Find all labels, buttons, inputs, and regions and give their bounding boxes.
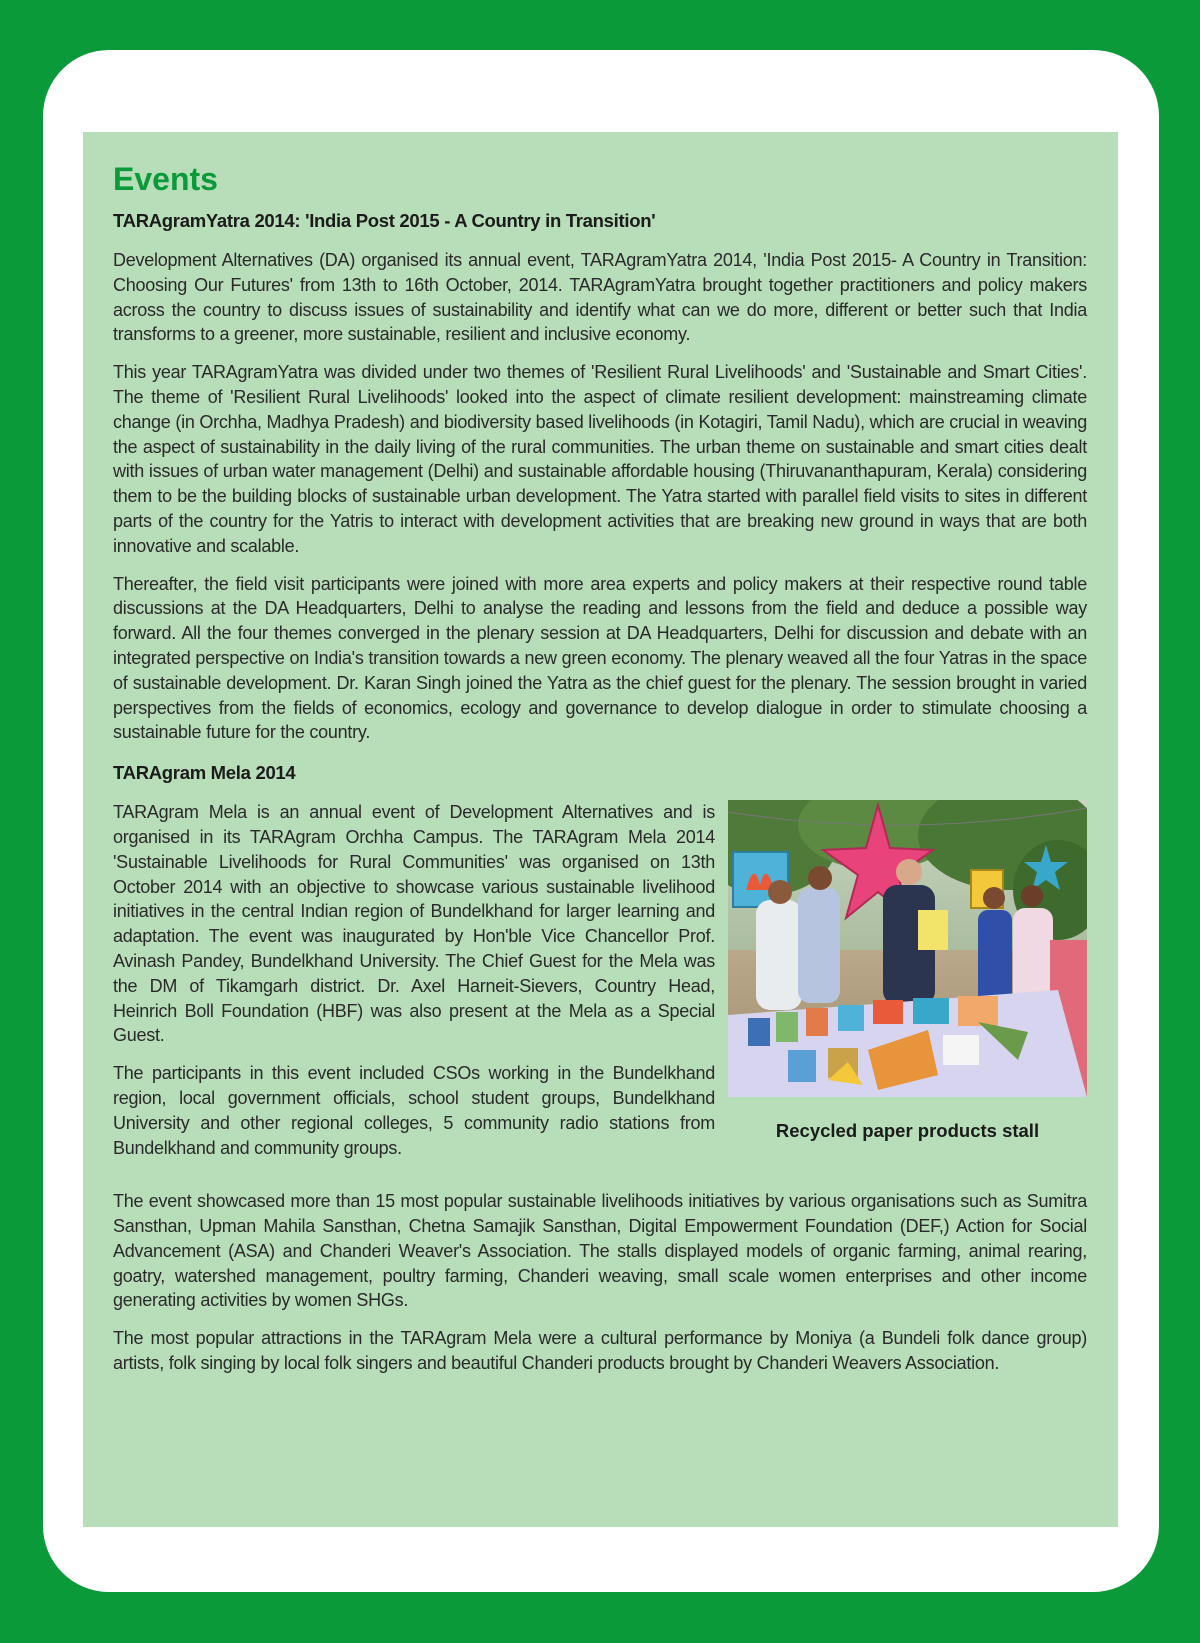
mela-paragraph-2: The participants in this event included CSOs working in the Bundelkhand region, local government officials, school student groups, Bundelkhand University and other regional colleges, 5 community radio stations from Bundelkhand and community groups. bbox=[113, 1063, 715, 1158]
article bbox=[113, 160, 1087, 1376]
page-title: Events bbox=[113, 161, 218, 197]
photo-caption: Recycled paper products stall bbox=[775, 1120, 1040, 1142]
yatra-paragraph-2: This year TARAgramYatra was divided under two themes of 'Resilient Rural Livelihoods' and 'Sustainable and Smart Cities'. The theme of 'Resilient Rural Livelihoods' looked into the aspect of climate resilient development: mainstreaming climate change (in Orchha, Madhya Pradesh) and biodiversity based livelihoods (in Kotagiri, Tamil Nadu), which are crucial in weaving the aspect of sustainability in the daily living of the rural communities. The urban theme on sustainable and smart cities dealt with issues of urban water management (Delhi) and sustainable affordable housing (Thiruvananthapuram, Kerala) considering them to be the building blocks of sustainable urban development. The Yatra started with parallel field visits to sites in different parts of the country for the Yatris to interact with development activities that are breaking new ground in ways that are both innovative and scalable. bbox=[113, 362, 1087, 556]
stall-photo-illustration bbox=[728, 800, 1087, 1097]
stall-photo bbox=[728, 800, 1087, 1097]
mela-text-after bbox=[113, 1189, 1087, 1376]
mela-text-column bbox=[113, 800, 715, 1160]
yatra-heading: TARAgramYatra 2014: 'India Post 2015 - A Country in Transition' bbox=[113, 210, 656, 231]
yatra-paragraph-3: Thereafter, the field visit participants were joined with more area experts and policy makers at their respective round table discussions at the DA Headquarters, Delhi to analyse the reading and lessons from the field and deduce a possible way forward. All the four themes converged in the plenary session at DA Headquarters, Delhi for discussion and debate with an integrated perspective on India's transition towards a new green economy. The plenary weaved all the four Yatras in the space of sustainable development. Dr. Karan Singh joined the Yatra as the chief guest for the plenary. The session brought in varied perspectives from the fields of economics, ecology and governance to develop dialogue in order to stimulate choosing a sustainable future for the country. bbox=[113, 573, 1087, 743]
photo-figure bbox=[728, 800, 1087, 1143]
mela-block bbox=[113, 800, 1087, 1189]
mela-heading: TARAgram Mela 2014 bbox=[113, 762, 296, 784]
mela-paragraph-3: The event showcased more than 15 most popular sustainable livelihoods initiatives by various organisations such as Sumitra Sansthan, Upman Mahila Sansthan, Chetna Samajik Sansthan, Digital Empowerment Foundation (DEF,) Action for Social Advancement (ASA) and Chanderi Weaver's Association. The stalls displayed models of organic farming, animal rearing, goatry, watershed management, poultry farming, Chanderi weaving, small scale women enterprises and other income generating activities by women SHGs. bbox=[113, 1191, 1087, 1311]
yatra-paragraph-1: Development Alternatives (DA) organised its annual event, TARAgramYatra 2014, 'India Post 2015- A Country in Transition: Choosing Our Futures' from 13th to 16th October, 2014. TARAgramYatra brought together practitioners and policy makers across the country to discuss issues of sustainability and identify what can we do more, different or better such that India transforms to a greener, more sustainable, resilient and inclusive economy. bbox=[113, 250, 1087, 345]
mela-paragraph-1: TARAgram Mela is an annual event of Development Alternatives and is organised in its TARAgram Orchha Campus. The TARAgram Mela 2014 'Sustainable Livelihoods for Rural Communities' was organised on 13th October 2014 with an objective to showcase various sustainable livelihood initiatives in the central Indian region of Bundelkhand for larger learning and adaptation. The event was inaugurated by Hon'ble Vice Chancellor Prof. Avinash Pandey, Bundelkhand University. The Chief Guest for the Mela was the DM of Tikamgarh district. Dr. Axel Harneit-Sievers, Country Head, Heinrich Boll Foundation (HBF) was also present at the Mela as a Special Guest. bbox=[113, 802, 715, 1046]
content-panel bbox=[83, 132, 1118, 1527]
mela-paragraph-4: The most popular attractions in the TARAgram Mela were a cultural performance by Moniya (a Bundeli folk dance group) artists, folk singing by local folk singers and beautiful Chanderi products brought by Chanderi Weavers Association. bbox=[113, 1328, 1087, 1373]
